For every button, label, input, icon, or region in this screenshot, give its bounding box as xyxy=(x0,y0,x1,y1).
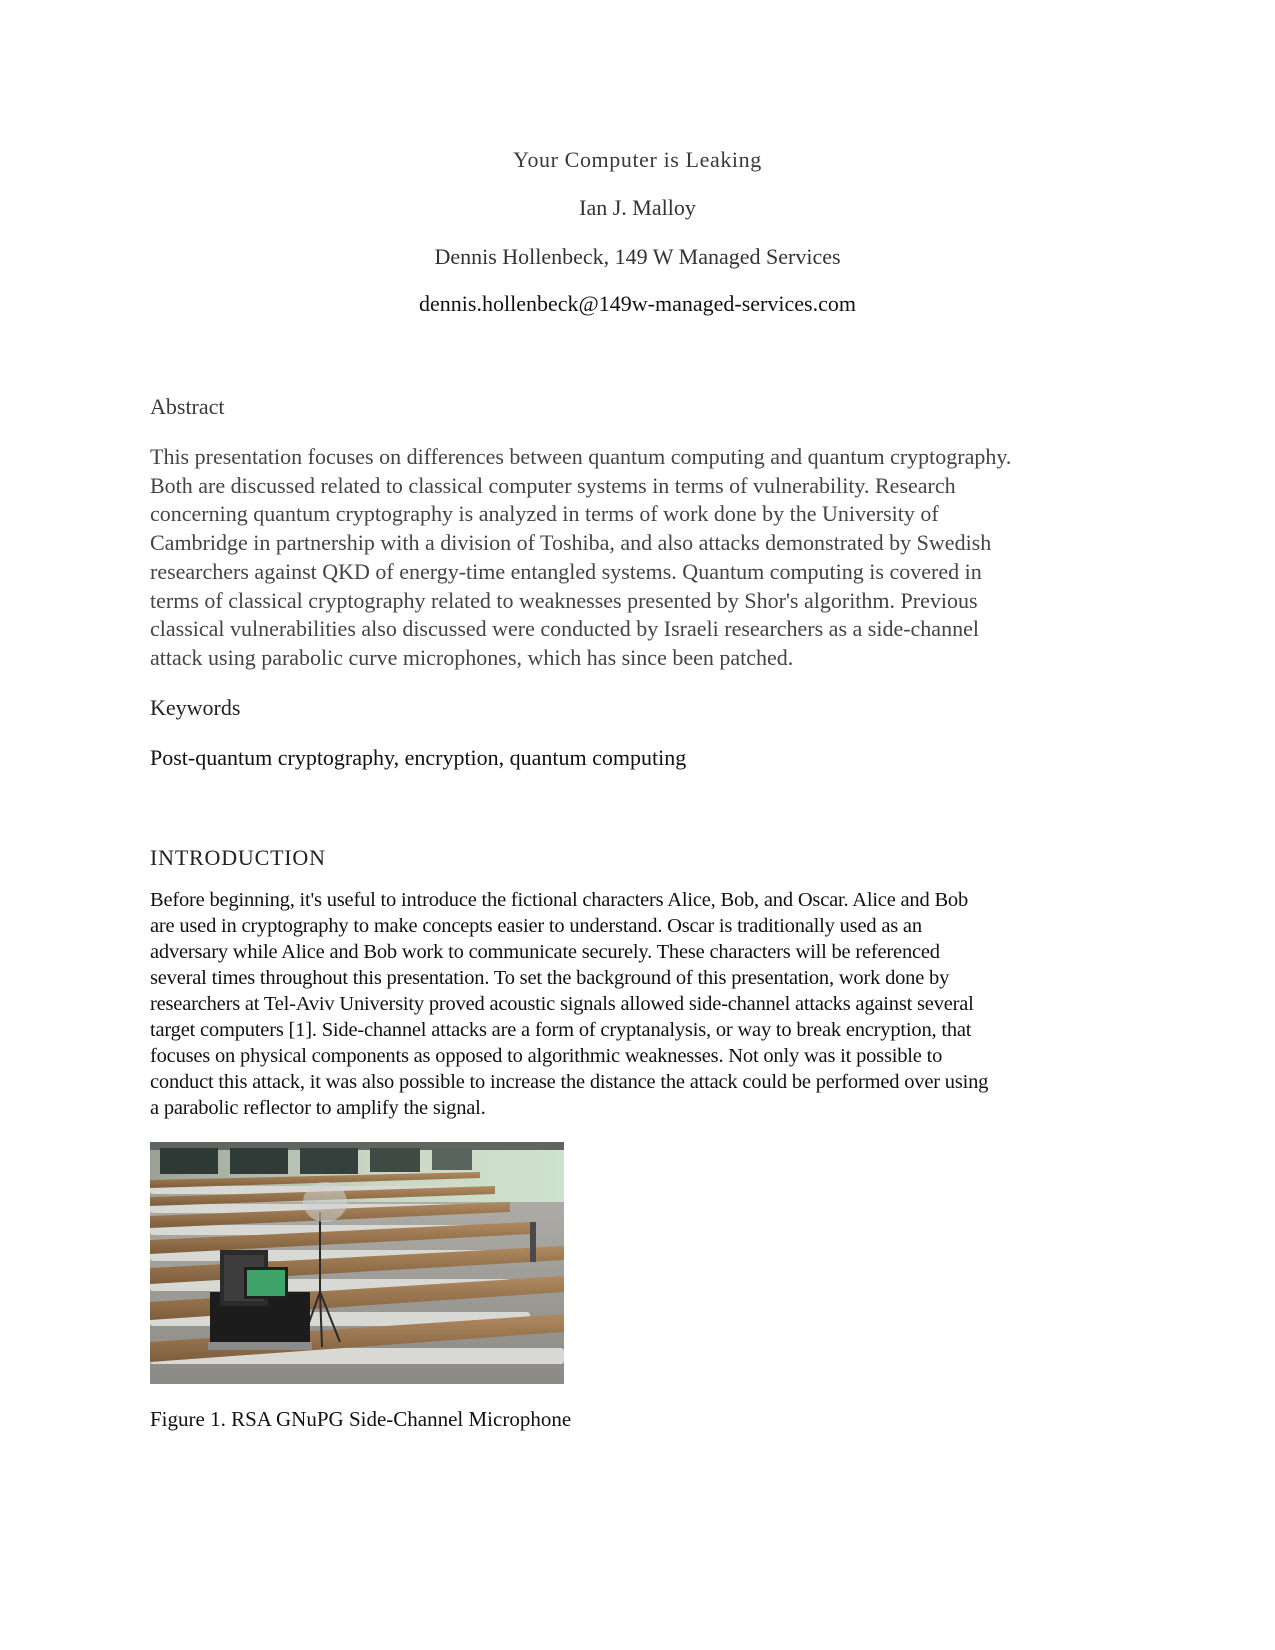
abstract-line: Cambridge in partnership with a division of Toshiba, and also attacks demonstrated by Swedish xyxy=(150,530,992,556)
abstract-line: terms of classical cryptography related to weaknesses presented by Shor's algorithm. Previous xyxy=(150,587,978,613)
figure-photo-lecture-hall-microphone xyxy=(150,1142,564,1384)
author-affiliation: Dennis Hollenbeck, 149 W Managed Services xyxy=(434,244,841,269)
introduction-line: conduct this attack, it was also possible to increase the distance the attack could be performed over using xyxy=(150,1071,989,1093)
introduction-line: adversary while Alice and Bob work to communicate securely. These characters will be referenced xyxy=(150,941,940,963)
author-email: dennis.hollenbeck@149w-managed-services.com xyxy=(419,291,856,316)
abstract-line: classical vulnerabilities also discussed were conducted by Israeli researchers as a side-channel xyxy=(150,616,979,642)
abstract-line: concerning quantum cryptography is analyzed in terms of work done by the University of xyxy=(150,501,939,527)
introduction-line: Before beginning, it's useful to introduce the fictional characters Alice, Bob, and Oscar. Alice and Bob xyxy=(150,889,969,911)
abstract-heading: Abstract xyxy=(150,394,225,419)
abstract-line: attack using parabolic curve microphones, which has since been patched. xyxy=(150,644,794,670)
introduction-line: target computers [1]. Side-channel attacks are a form of cryptanalysis, or way to break encryption, that xyxy=(150,1019,972,1041)
introduction-body xyxy=(150,887,1130,1121)
introduction-line: a parabolic reflector to amplify the signal. xyxy=(150,1097,486,1119)
figure-caption: Figure 1. RSA GNuPG Side-Channel Microphone xyxy=(150,1407,572,1431)
abstract-line: This presentation focuses on differences between quantum computing and quantum cryptography. xyxy=(150,444,1012,469)
author-name: Ian J. Malloy xyxy=(579,195,696,220)
introduction-line: researchers at Tel-Aviv University proved acoustic signals allowed side-channel attacks against several xyxy=(150,993,974,1015)
abstract-line: Both are discussed related to classical computer systems in terms of vulnerability. Research xyxy=(150,472,956,498)
introduction-line: focuses on physical components as opposed to algorithmic weaknesses. Not only was it possible to xyxy=(150,1045,943,1067)
paper-title: Your Computer is Leaking xyxy=(513,147,762,172)
abstract-body xyxy=(150,443,1140,673)
introduction-line: are used in cryptography to make concepts easier to understand. Oscar is traditionally used as an xyxy=(150,915,922,937)
keywords-text: Post-quantum cryptography, encryption, quantum computing xyxy=(150,745,687,770)
introduction-heading: INTRODUCTION xyxy=(150,845,326,870)
abstract-line: researchers against QKD of energy-time entangled systems. Quantum computing is covered in xyxy=(150,558,982,584)
introduction-line: several times throughout this presentation. To set the background of this presentation, work done by xyxy=(150,967,950,989)
keywords-heading: Keywords xyxy=(150,695,241,720)
